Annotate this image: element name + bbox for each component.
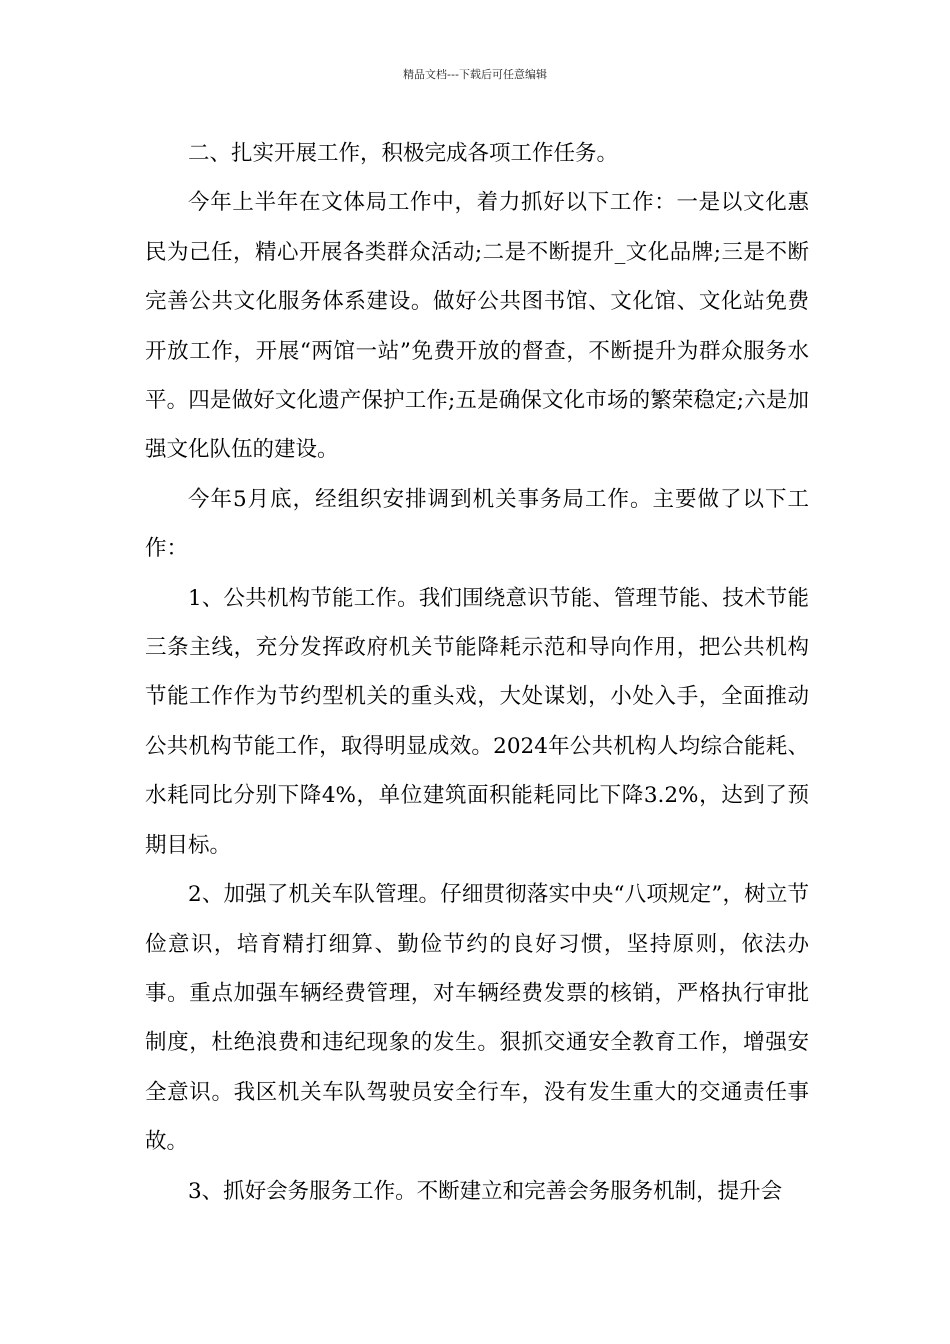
paragraph-vehicle-management: 2、加强了机关车队管理。仔细贯彻落实中央“八项规定”，树立节俭意识，培育精打细算、勤俭节约的良好习惯，坚持原则，依法办事。重点加强车辆经费管理，对车辆经费发票的核销，严格执行审批制度，杜绝浪费和违纪现象的发生。狠抓交通安全教育工作，增强安全意识。我区机关车队驾驶员安全行车，没有发生重大的交通责任事故。: [145, 882, 809, 1155]
page-header: 精品文档---下载后可任意编辑: [403, 68, 547, 81]
paragraph-section-heading: 二、扎实开展工作，积极完成各项工作任务。: [188, 141, 619, 166]
paragraph-transfer: 今年5月底，经组织安排调到机关事务局工作。主要做了以下工作：: [145, 486, 809, 562]
paragraph-conference-service: 3、抓好会务服务工作。不断建立和完善会务服务机制，提升会: [188, 1178, 783, 1204]
paragraph-culture-work: 今年上半年在文体局工作中，着力抓好以下工作：一是以文化惠民为己任，精心开展各类群众活动;二是不断提升_文化品牌;三是不断完善公共文化服务体系建设。做好公共图书馆、文化馆、文化站免费开放工作，开展“两馆一站”免费开放的督查，不断提升为群众服务水平。四是做好文化遗产保护工作;五是确保文化市场的繁荣稳定;六是加强文化队伍的建设。: [145, 190, 809, 463]
document-body: [145, 129, 809, 1216]
paragraph-energy-saving: 1、公共机构节能工作。我们围绕意识节能、管理节能、技术节能三条主线，充分发挥政府机关节能降耗示范和导向作用，把公共机构节能工作作为节约型机关的重头戏，大处谋划，小处入手，全面推动公共机构节能工作，取得明显成效。2024年公共机构人均综合能耗、水耗同比分别下降4%，单位建筑面积能耗同比下降3.2%，达到了预期目标。: [145, 585, 809, 858]
